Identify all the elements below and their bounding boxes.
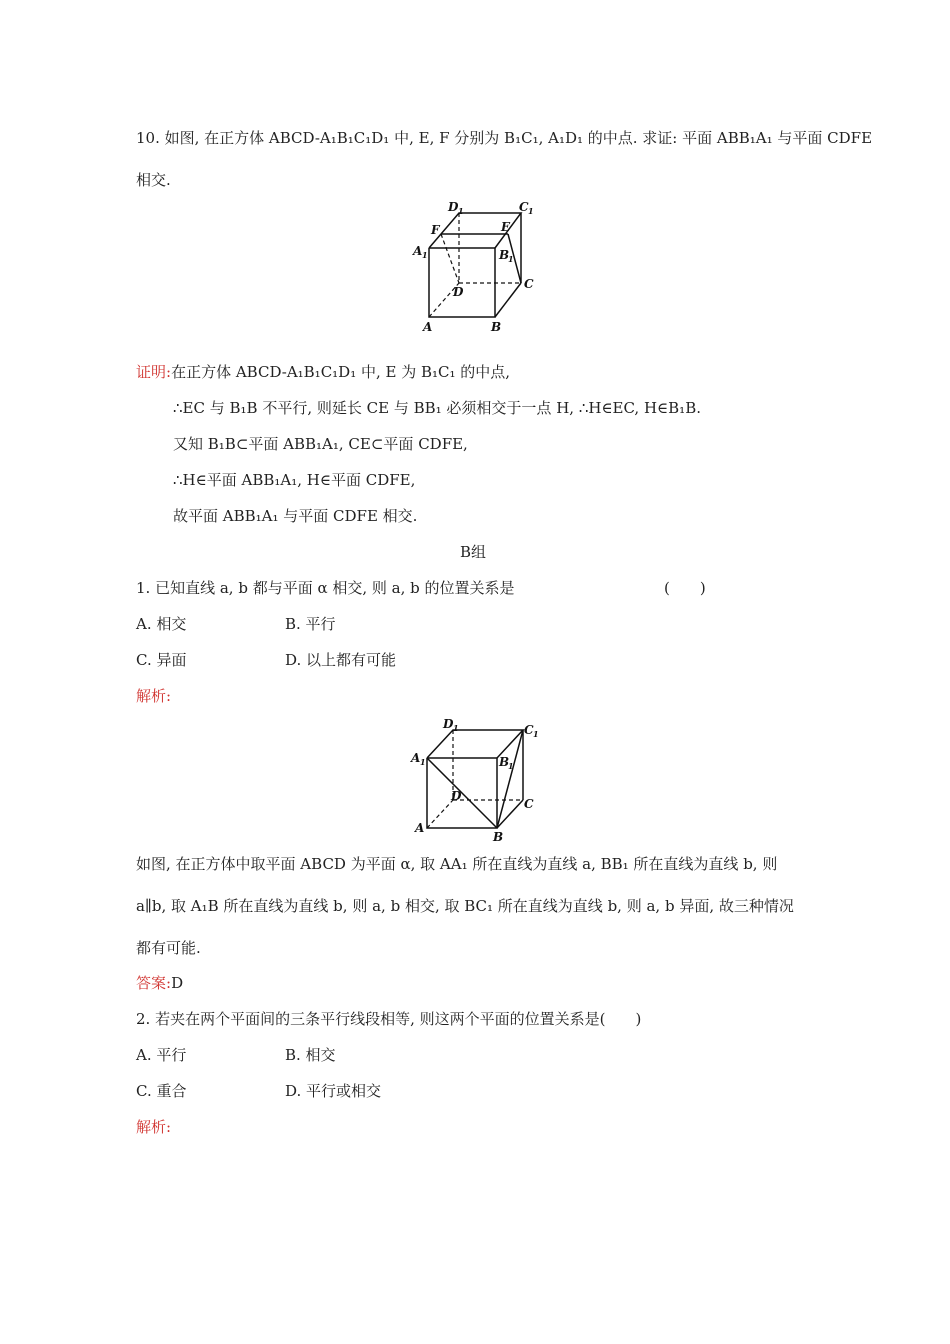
label-B1: B xyxy=(499,755,510,769)
problem10-statement-cont: 相交. xyxy=(136,171,171,189)
group-b-title: B组 xyxy=(460,543,487,561)
label-C1: C xyxy=(524,723,534,737)
q1-option-a: A. 相交 xyxy=(136,615,187,633)
q1-explanation-1: 如图, 在正方体中取平面 ABCD 为平面 α, 取 AA₁ 所在直线为直线 a, BB₁ 所在直线为直线 b, 则 xyxy=(136,855,778,873)
label-A1-sub: 1 xyxy=(422,250,428,260)
label-B: B xyxy=(491,320,502,334)
label-C1-sub: 1 xyxy=(533,729,539,739)
q1-option-d: D. 以上都有可能 xyxy=(285,651,397,669)
q1-answer-value: D xyxy=(171,974,184,992)
q1-analysis-label: 解析: xyxy=(136,687,172,705)
q1-answer-label: 答案: xyxy=(136,974,172,992)
proof-line-4: ∴H∈平面 ABB₁A₁, H∈平面 CDFE, xyxy=(173,471,416,489)
q2-analysis-label: 解析: xyxy=(136,1118,172,1136)
label-D: D xyxy=(453,285,464,299)
proof-line-3: 又知 B₁B⊂平面 ABB₁A₁, CE⊂平面 CDFE, xyxy=(173,435,468,453)
label-A: A xyxy=(415,821,425,835)
q1-answer-line xyxy=(136,973,183,993)
cube-figure-2 xyxy=(405,710,555,850)
label-C: C xyxy=(524,277,534,291)
q1-explanation-2: a∥b, 取 A₁B 所在直线为直线 b, 则 a, b 相交, 取 BC₁ 所在直线为直线 b, 则 a, b 异面, 故三种情况 xyxy=(136,897,794,915)
q1-option-c: C. 异面 xyxy=(136,651,187,669)
label-D1: D xyxy=(443,717,454,731)
label-F: F xyxy=(431,223,440,237)
label-A1: A xyxy=(413,244,423,258)
q2-option-b: B. 相交 xyxy=(285,1046,336,1064)
q1-stem: 1. 已知直线 a, b 都与平面 α 相交, 则 a, b 的位置关系是 xyxy=(136,579,515,597)
label-A1-sub: 1 xyxy=(420,757,426,767)
label-C: C xyxy=(524,797,534,811)
q2-stem: 2. 若夹在两个平面间的三条平行线段相等, 则这两个平面的位置关系是( ) xyxy=(136,1010,642,1028)
proof-line-5: 故平面 ABB₁A₁ 与平面 CDFE 相交. xyxy=(173,507,418,525)
q2-option-d: D. 平行或相交 xyxy=(285,1082,382,1100)
proof-line-2: ∴EC 与 B₁B 不平行, 则延长 CE 与 BB₁ 必须相交于一点 H, ∴H∈EC, H∈B₁B. xyxy=(173,399,701,417)
label-B: B xyxy=(493,830,504,844)
label-A1: A xyxy=(411,751,421,765)
label-B1-sub: 1 xyxy=(508,761,514,771)
label-B1: B xyxy=(499,248,510,262)
q1-answer-paren: ( ) xyxy=(664,579,706,597)
q2-option-c: C. 重合 xyxy=(136,1082,187,1100)
label-C1-sub: 1 xyxy=(528,206,534,216)
proof-label: 证明: xyxy=(136,363,172,381)
label-C1: C xyxy=(519,200,529,214)
label-D1-sub: 1 xyxy=(458,206,464,216)
label-B1-sub: 1 xyxy=(508,254,514,264)
proof-first-line xyxy=(136,362,510,382)
problem10-statement: 10. 如图, 在正方体 ABCD-A₁B₁C₁D₁ 中, E, F 分别为 B₁C₁, A₁D₁ 的中点. 求证: 平面 ABB₁A₁ 与平面 CDFE xyxy=(136,129,873,147)
q1-explanation-3: 都有可能. xyxy=(136,939,201,957)
label-D1: D xyxy=(448,200,459,214)
label-A: A xyxy=(423,320,433,334)
label-D1-sub: 1 xyxy=(453,723,459,733)
label-D: D xyxy=(451,789,462,803)
q2-option-a: A. 平行 xyxy=(136,1046,187,1064)
proof-line-1: 在正方体 ABCD-A₁B₁C₁D₁ 中, E 为 B₁C₁ 的中点, xyxy=(171,363,511,381)
q1-option-b: B. 平行 xyxy=(285,615,336,633)
label-E: E xyxy=(501,220,511,234)
cube-figure-1 xyxy=(405,195,555,340)
